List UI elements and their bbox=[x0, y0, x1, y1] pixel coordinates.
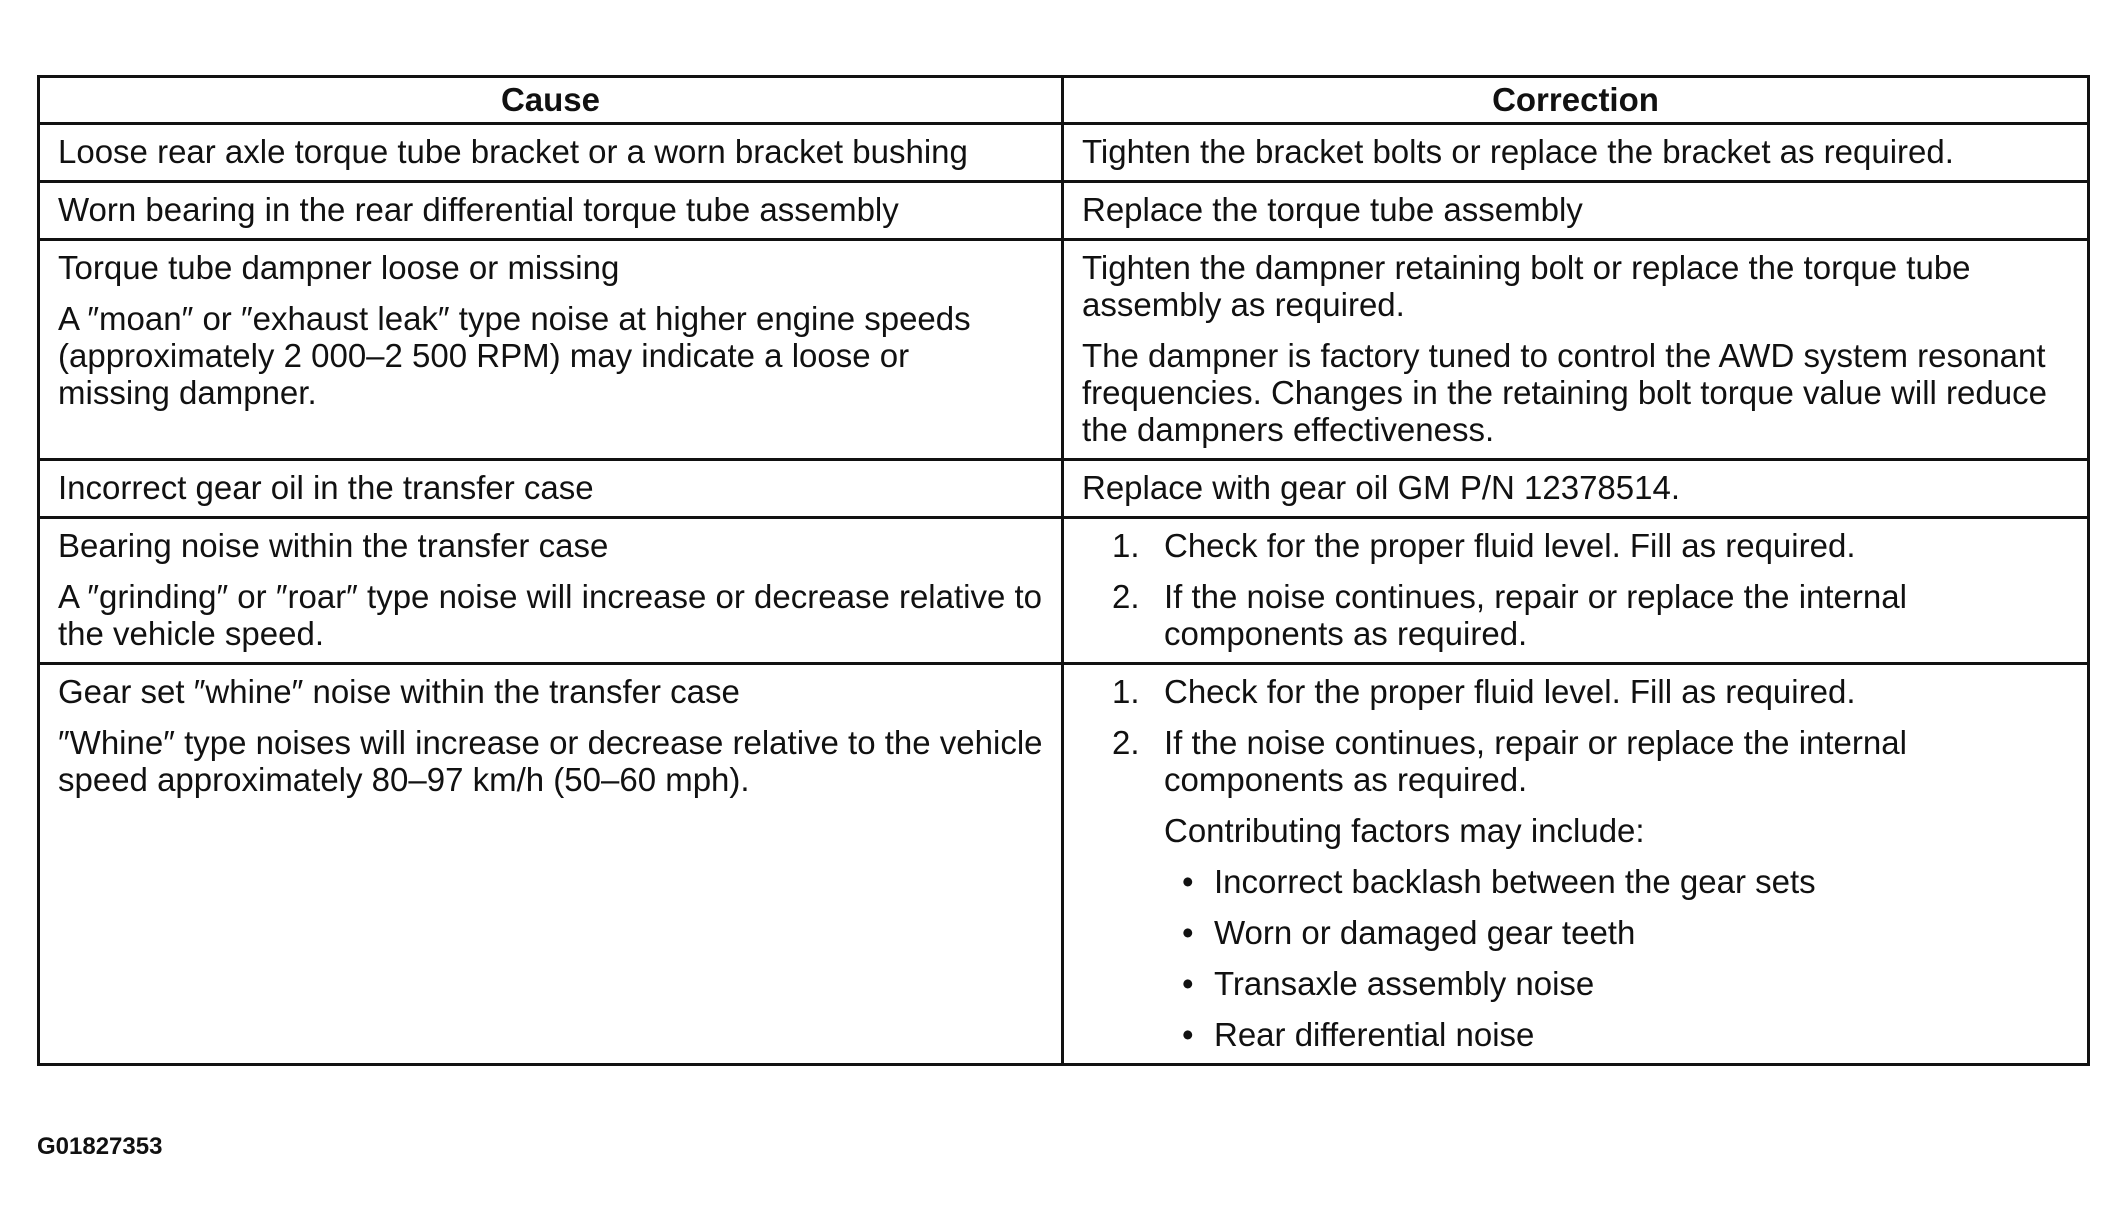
correction-steps bbox=[1082, 673, 2069, 1053]
cause-detail: ″Whine″ type noises will increase or decrease relative to the vehicle speed approximately 80–97 km/h (50–60 mph). bbox=[58, 724, 1043, 798]
cause-cell bbox=[39, 124, 1063, 182]
bullet-icon: • bbox=[1182, 863, 1194, 900]
cause-detail: A ″grinding″ or ″roar″ type noise will increase or decrease relative to the vehicle speed. bbox=[58, 578, 1043, 652]
cause-cell bbox=[39, 460, 1063, 518]
cause-detail: A ″moan″ or ″exhaust leak″ type noise at higher engine speeds (approximately 2 000–2 500 RPM) may indicate a loose or missing dampner. bbox=[58, 300, 971, 411]
factors-intro: Contributing factors may include: bbox=[1164, 812, 1645, 849]
cause-cell bbox=[39, 518, 1063, 664]
correction-cell bbox=[1063, 240, 2089, 460]
correction-text: Tighten the bracket bolts or replace the bracket as required. bbox=[1082, 133, 1954, 170]
step-number: 1. bbox=[1112, 527, 1140, 564]
factor-text: Transaxle assembly noise bbox=[1214, 965, 1595, 1002]
bullet-icon: • bbox=[1182, 914, 1194, 951]
factor-text: Worn or damaged gear teeth bbox=[1214, 914, 1636, 951]
cause-cell bbox=[39, 182, 1063, 240]
correction-cell bbox=[1063, 124, 2089, 182]
correction-cell bbox=[1063, 664, 2089, 1065]
table-row bbox=[39, 182, 2089, 240]
cause-text: Gear set ″whine″ noise within the transfer case bbox=[58, 673, 740, 710]
correction-cell bbox=[1063, 460, 2089, 518]
correction-step bbox=[1082, 673, 2069, 710]
header-correction: Correction bbox=[1063, 77, 2089, 124]
cause-text: Bearing noise within the transfer case bbox=[58, 527, 609, 564]
cause-text: Incorrect gear oil in the transfer case bbox=[58, 469, 594, 506]
cause-text: Torque tube dampner loose or missing bbox=[58, 249, 620, 286]
factor-text: Rear differential noise bbox=[1214, 1016, 1535, 1053]
table-row bbox=[39, 240, 2089, 460]
list-item bbox=[1164, 1016, 2069, 1053]
factor-text: Incorrect backlash between the gear sets bbox=[1214, 863, 1816, 900]
step-number: 2. bbox=[1112, 578, 1140, 615]
correction-text: Replace the torque tube assembly bbox=[1082, 191, 1583, 228]
bullet-icon: • bbox=[1182, 965, 1194, 1002]
correction-text: Replace with gear oil GM P/N 12378514. bbox=[1082, 469, 1680, 506]
list-item bbox=[1164, 914, 2069, 951]
cause-text: Worn bearing in the rear differential torque tube assembly bbox=[58, 191, 899, 228]
step-text: Check for the proper fluid level. Fill as required. bbox=[1164, 673, 1856, 710]
correction-step bbox=[1082, 578, 2069, 652]
correction-step bbox=[1082, 724, 2069, 1053]
cause-cell bbox=[39, 664, 1063, 1065]
step-text: If the noise continues, repair or replace the internal components as required. bbox=[1164, 724, 1907, 798]
cause-cell bbox=[39, 240, 1063, 460]
header-cause: Cause bbox=[39, 77, 1063, 124]
table-row bbox=[39, 124, 2089, 182]
table-row bbox=[39, 460, 2089, 518]
cause-text: Loose rear axle torque tube bracket or a worn bracket bushing bbox=[58, 133, 968, 170]
table-header-row bbox=[39, 77, 2089, 124]
list-item bbox=[1164, 863, 2069, 900]
correction-step bbox=[1082, 527, 2069, 564]
step-number: 1. bbox=[1112, 673, 1140, 710]
correction-text: Tighten the dampner retaining bolt or replace the torque tube assembly as required. bbox=[1082, 249, 1971, 323]
correction-cell bbox=[1063, 518, 2089, 664]
correction-detail: The dampner is factory tuned to control the AWD system resonant frequencies. Changes in the retaining bolt torque value will reduce the dampners effectiveness. bbox=[1082, 337, 2047, 448]
correction-cell bbox=[1063, 182, 2089, 240]
step-text: Check for the proper fluid level. Fill as required. bbox=[1164, 527, 1856, 564]
table-row bbox=[39, 664, 2089, 1065]
list-item bbox=[1164, 965, 2069, 1002]
correction-steps bbox=[1082, 527, 2069, 652]
contributing-factors-list bbox=[1164, 863, 2069, 1053]
step-number: 2. bbox=[1112, 724, 1140, 761]
diagnosis-table bbox=[37, 75, 2090, 1066]
bullet-icon: • bbox=[1182, 1016, 1194, 1053]
step-text: If the noise continues, repair or replace the internal components as required. bbox=[1164, 578, 1907, 652]
figure-id: G01827353 bbox=[37, 1133, 163, 1160]
table-row bbox=[39, 518, 2089, 664]
